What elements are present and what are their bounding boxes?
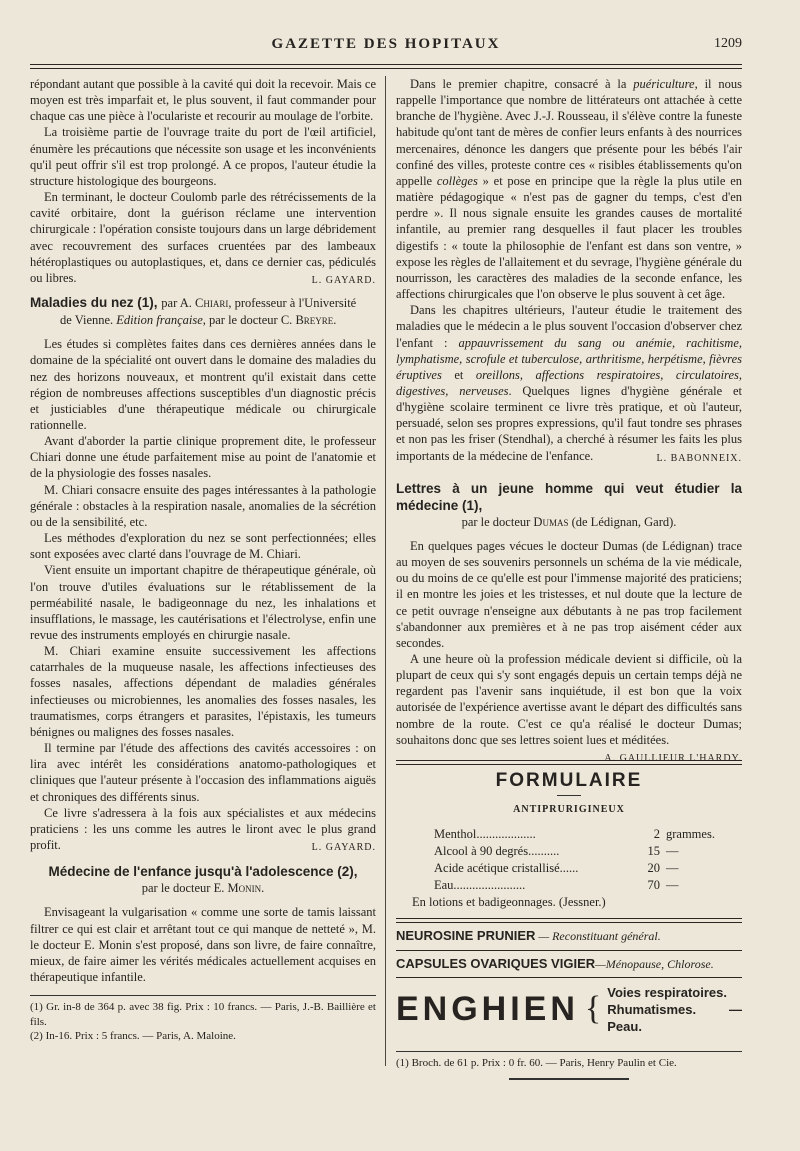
formula-row [396, 860, 742, 877]
paragraph-text: En terminant, le docteur Coulomb parle des rétrécissements de la cavité orbitaire, dont la guérison réclame une intervention chirurgicale : l'opération consiste toujours dans un large débridement avec recouvrement des surfaces cruentées par des lambeaux hétéroplastiques ou autoplastiques, et, dans ce dernier cas, pédiculés ou libres. [30, 190, 376, 285]
paragraph: M. Chiari examine ensuite successivement les affections catarrhales de la muqueuse nasale, les affections infectieuses des fosses nasales, affections dépendant de maladies générales infectieuses ou microbiennes, les anomalies des fosses nasales, les traumatismes, corps étrangers et parasites, l'épistaxis, les tumeurs bénignes ou malignes des fosses nasales. [30, 644, 376, 739]
paragraph: Envisageant la vulgarisation « comme une sorte de tamis laissant filtrer ce qui est clair et arrêtant tout ce qui manque de netteté », M. le docteur E. Monin s'est proposé, dans son livre, de faire connaître, mieux, de faire aimer les vérités médicales actuellement acquises en thérapeutique infantile. [30, 905, 376, 984]
ingredient-qty: 20 [647, 861, 660, 876]
paragraph [396, 651, 742, 764]
subtitle-end: . [261, 881, 265, 896]
paragraph: Vient ensuite un important chapitre de thérapeutique générale, où l'on trouve d'utiles évaluations sur le rétablissement de la perméabilité nasale, le badigeonnage du nez, les inhalations et insufflations, le massage, les cautérisations et l'électrolyse, enfin une revue des instruments employés en chirurgie nasale. [30, 563, 376, 642]
edition-label: Edition française [116, 313, 203, 328]
formula-subtitle: ANTIPRURIGINEUX [513, 804, 625, 816]
ingredient-name: Acide acétique cristallisé...... [434, 861, 579, 876]
paragraph [396, 76, 742, 302]
emphasis: collèges [436, 173, 478, 188]
signature: A. GAULLIEUR L'HARDY. [604, 752, 742, 764]
paragraph-text: , il nous rappelle l'importance que nombre de littérateurs ont attachée à cette branche de l'hygiène. Avec J.-J. Rousseau, il s'élève contre la funeste habitude qu'ont tant de mères de confier leurs enfants à des nourrices mercenaires, dénonce les dangers que présente pour les bébés l'air confiné des villes, proteste contre ces « risibles établissements qu'on appelle [396, 77, 742, 188]
emphasis: puériculture [633, 77, 695, 91]
review-title-lettres: Lettres à un jeune homme qui veut étudier la médecine (1), [396, 480, 742, 513]
formulaire-section [396, 760, 742, 1080]
advert-neurosine [396, 923, 742, 949]
signature: L. GAYARD. [311, 842, 376, 854]
ingredient-qty: 70 [647, 878, 660, 893]
paragraph-text: . Quelques lignes d'hygiène générale et d'hygiène scolaire terminent ce livre très pratique, et où l'auteur, persuadé, selon ses propres expressions, qu'il faut tondre ses phrases et non pas les friser (Stendhal), a cherché à résumer les faits les plus importants de la médecine de l'enfance. [396, 383, 742, 463]
paragraph [30, 805, 376, 853]
advert-line: Rhumatismes. — Peau. [607, 1001, 742, 1034]
paragraph-text: Ce livre s'adressera à la fois aux spécialistes et aux médecins praticiens : les uns comme les autres le liront avec le plus grand profit. [30, 805, 376, 853]
ingredient-unit: — [666, 844, 679, 859]
paragraph-text: » et pose en principe que la règle la plus utile en matière pédagogique « n'est pas de gagner du temps, c'est d'en perdre ». Il nous signale ensuite les grandes causes de mortalité infantile, au premier rang desquelles il faut placer les troubles digestifs : « toute la philosophie de l'enfant est dans son ventre, » expose les règles de l'allaitement et du sevrage, l'hygiène générale du nourrisson, les caractères des maladies de la seconde enfance, les affections chirurgicales que l'on observe le plus souvent à cet âge. [396, 173, 742, 302]
footnote: (1) Broch. de 61 p. Prix : 0 fr. 60. — Paris, Henry Paulin et Cie. [396, 1056, 677, 1069]
paragraph: M. Chiari consacre ensuite des pages intéressantes à la pathologie générale : obstacles à la respiration nasale, anomalies de la sécrétion ou de la sensibilité, etc. [30, 482, 376, 529]
paragraph-text: Dans le premier chapitre, consacré à la [410, 77, 634, 91]
footnotes [396, 1051, 742, 1071]
review-author: Chiari [194, 296, 229, 311]
review-title-text: Maladies du nez (1), [30, 295, 158, 311]
paragraph: En quelques pages vécues le docteur Dumas (de Lédignan) trace au moyen de ses souvenirs personnels un schéma de la vie médicale, ou du moins de ce qu'elle est pour l'immense majorité des praticiens; il en montre les joies et les tristesses, et nul doute que la lecture de ce petit ouvrage n'enseigne aux débutants à ne pas trop facilement s'abandonner aux premières et à ne pas trop aisément céder aux secondes. [396, 538, 742, 650]
advert-line: Voies respiratoires. [607, 984, 727, 1000]
paragraph: La troisième partie de l'ouvrage traite du port de l'œil artificiel, énumère les précautions que nécessite son usage et les inconvénients qu'il peut offrir s'il est trop prolongé. A ce propos, l'auteur étudie la structure histologique des bourgeons. [30, 125, 376, 188]
formula-row [396, 877, 742, 894]
review-title-nez [30, 294, 376, 312]
ingredient-name: Eau....................... [434, 878, 526, 893]
subtitle-text: de Vienne. [60, 313, 117, 328]
advert-capsules [396, 951, 742, 977]
review-subtitle [30, 312, 376, 328]
title-underline [557, 795, 581, 796]
page-header [30, 36, 742, 58]
paragraph: Les méthodes d'exploration du nez se sont perfectionnées; elles sont exposées avec clarté dans l'ouvrage de M. Chiari. [30, 531, 376, 562]
paragraph [30, 189, 376, 286]
formula-note: En lotions et badigeonnages. (Jessner.) [412, 895, 606, 910]
formula-row [396, 843, 742, 860]
paragraph-text: A une heure où la profession médicale devient si difficile, où la plupart de ceux qui s'y sont engagés depuis un certain temps déjà ne regardent pas l'avenir sans inquiétude, il est bon que la voix autorisée de l'expérience avertisse avant le départ des difficultés sans nombre de la route. C'est ce qu'a réalisé le docteur Dumas; souhaitons donc que ses lettres soient lues et méditées. [396, 652, 742, 747]
paragraph [396, 302, 742, 464]
header-rule [30, 64, 742, 69]
footnote: (2) In-16. Prix : 5 francs. — Paris, A. Maloine. [30, 1030, 236, 1043]
footnotes [30, 995, 376, 1044]
journal-title: GAZETTE DES HOPITAUX [271, 36, 501, 52]
brace-glyph: { [584, 990, 602, 1028]
paragraph: Il termine par l'étude des affections des cavités accessoires : on lira avec intérêt les considérations anatomo-pathologiques et cliniques que l'auteur présente à l'occasion des inflammations aiguës et chroniques des différents sinus. [30, 741, 376, 804]
ingredient-qty: 2 [653, 827, 660, 842]
paragraph-text: et [441, 367, 476, 382]
review-author: Monin [227, 881, 262, 896]
paragraph: répondant autant que possible à la cavité qui doit la recevoir. Mais ce moyen est très imparfait et, le plus souvent, il faut commander pour chaque cas une pièce à l'oculariste et recourir au moulage de l'orbite. [30, 77, 376, 124]
signature: L. BABONNEIX. [656, 452, 742, 464]
advert-tagline: —Ménopause, Chlorose. [595, 956, 714, 971]
translator-name: Breyre [295, 313, 334, 328]
ingredient-qty: 15 [647, 844, 660, 859]
subtitle-text: par le docteur [461, 514, 534, 529]
paragraph: Les études si complètes faites dans ces dernières années dans le domaine de la spécialité ont ouvert dans le domaine des maladies du nez des horizons nouveaux, et montrent qu'il existait dans cette région de nombreuses affections susceptibles d'un diagnostic précis et justiciables d'une thérapeutique médicale ou chirurgicale rationnelle. [30, 337, 376, 432]
advert-tagline: — Reconstituant général. [535, 929, 661, 944]
subtitle-text: (de Lédignan, Gard). [568, 514, 677, 529]
review-subtitle [30, 880, 376, 896]
advert-brand: NEUROSINE PRUNIER [396, 928, 536, 944]
signature: L. GAYARD. [311, 274, 376, 286]
paragraph-text: Dans les chapitres ultérieurs, l'auteur étudie le traitement des maladies que le médecin a le plus souvent l'occasion d'observer chez l'enfant : [396, 303, 742, 350]
paragraph: Avant d'aborder la partie clinique proprement dite, le professeur Chiari donne une étude parfaitement mise au point de l'anatomie et de la physiologie des fosses nasales. [30, 434, 376, 481]
review-author: Dumas [533, 514, 569, 529]
formulaire-title: FORMULAIRE [495, 769, 643, 791]
page-number: 1209 [714, 36, 742, 51]
ingredient-name: Alcool à 90 degrés.......... [434, 844, 560, 859]
formula-row [396, 826, 742, 843]
left-column [30, 76, 376, 1044]
subtitle-text: , par le docteur C. [202, 313, 296, 328]
ingredient-unit: grammes. [666, 827, 715, 842]
ingredient-unit: — [666, 861, 679, 876]
ornament-rule [509, 1078, 629, 1080]
advert-brand: CAPSULES OVARIQUES VIGIER [396, 955, 596, 971]
advert-enghien [396, 978, 742, 1041]
subtitle-end: . [333, 313, 337, 328]
ingredient-unit: — [666, 878, 679, 893]
advert-brand: ENGHIEN [396, 990, 579, 1029]
review-title-enfance: Médecine de l'enfance jusqu'à l'adolescence (2), [48, 864, 358, 880]
subtitle-text: par le docteur E. [141, 881, 228, 896]
advert-lines [607, 984, 742, 1035]
emphasis: oreillons, affections respiratoires, circulatoires, digestives, nerveuses [396, 367, 742, 398]
emphasis: appauvrissement du sang ou anémie, rachitisme, lymphatisme, scrofule et tuberculose, arthritisme, herpétisme, fièvres éruptives [396, 335, 742, 382]
column-divider [385, 76, 386, 1066]
ingredient-name: Menthol................... [434, 827, 536, 842]
review-by: par A. [161, 296, 195, 311]
footnote: (1) Gr. in-8 de 364 p. avec 38 fig. Prix : 10 francs. — Paris, J.-B. Baillière et fils. [30, 1001, 376, 1028]
right-column [396, 76, 742, 1080]
review-subtitle [396, 514, 742, 530]
review-author-role: , professeur à l'Université [228, 296, 357, 311]
